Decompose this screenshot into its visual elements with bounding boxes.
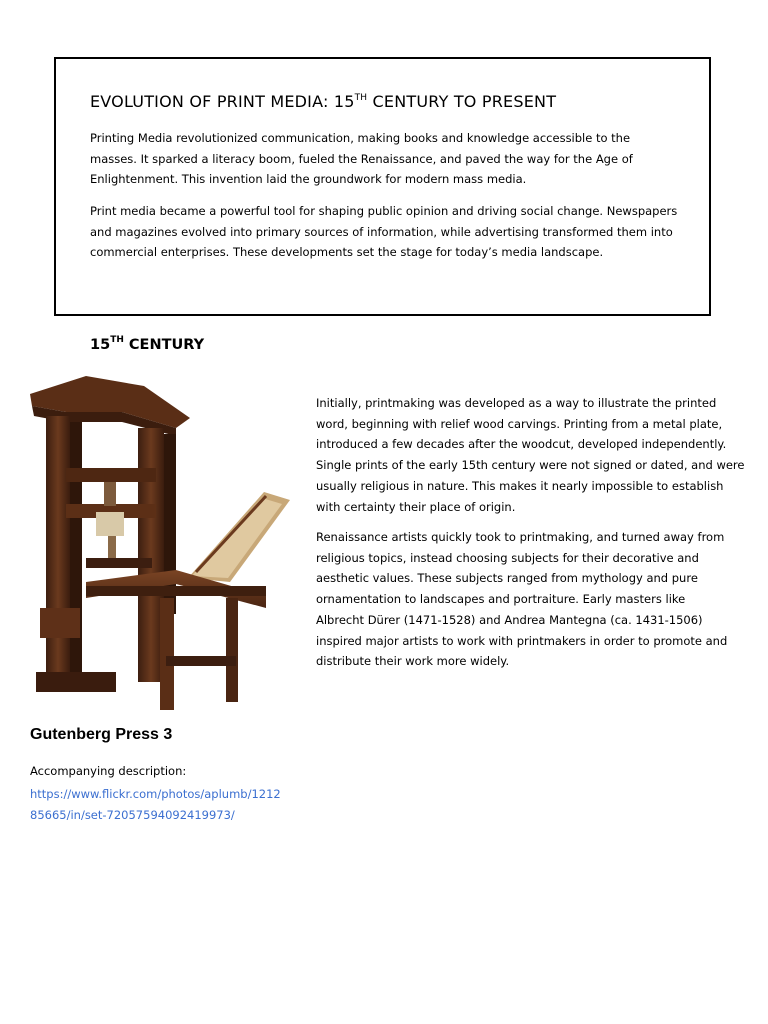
section-heading-superscript: TH	[110, 335, 124, 345]
title-text-end: CENTURY TO PRESENT	[367, 92, 557, 111]
section-paragraph-2: Renaissance artists quickly took to printmaking, and turned away from religious topics, instead choosing subjects for their decorative and aesthetic values. These subjects ranged from mythology and pure ornamentation to landscapes and portraiture. Early masters like Albrecht Dürer (1471-1528) and Andrea Mantegna (ca. 1431-1506) inspired major artists to work with printmakers in order to promote and distribute their work more widely.	[316, 530, 728, 669]
title-text-start: EVOLUTION OF PRINT MEDIA: 15	[90, 92, 355, 111]
intro-paragraph-1: Printing Media revolutionized communication, making books and knowledge accessible to the masses. It sparked a literacy boom, fueled the Renaissance, and paved the way for the Age of Enlightenment. This invention laid the groundwork for modern mass media.	[90, 131, 633, 187]
intro-paragraph-2: Print media became a powerful tool for shaping public opinion and driving social change. Newspapers and magazines evolved into primary sources of information, while advertising transformed them into commercial enterprises. These developments set the stage for today’s media landscape.	[90, 204, 678, 260]
figure-caption: Gutenberg Press 3	[30, 726, 173, 743]
section-heading-start: 15	[90, 337, 111, 353]
section-paragraph-1: Initially, printmaking was developed as a way to illustrate the printed word, beginning with relief wood carvings. Printing from a metal plate, introduced a few decades after the woodcut, developed independently. Single prints of the early 15th century were not signed or dated, and were usually religious in nature. This makes it nearly impossible to establish with certainty their place of origin.	[316, 396, 745, 514]
section-heading	[90, 335, 204, 353]
title-superscript: TH	[354, 93, 368, 103]
printing-press-illustration	[26, 372, 292, 714]
description-label: Accompanying description:	[30, 764, 187, 778]
page-title	[90, 92, 556, 111]
section-heading-end: CENTURY	[123, 337, 205, 353]
source-link[interactable]: https://www.flickr.com/photos/aplumb/121285665/in/set-72057594092419973/	[30, 787, 281, 822]
